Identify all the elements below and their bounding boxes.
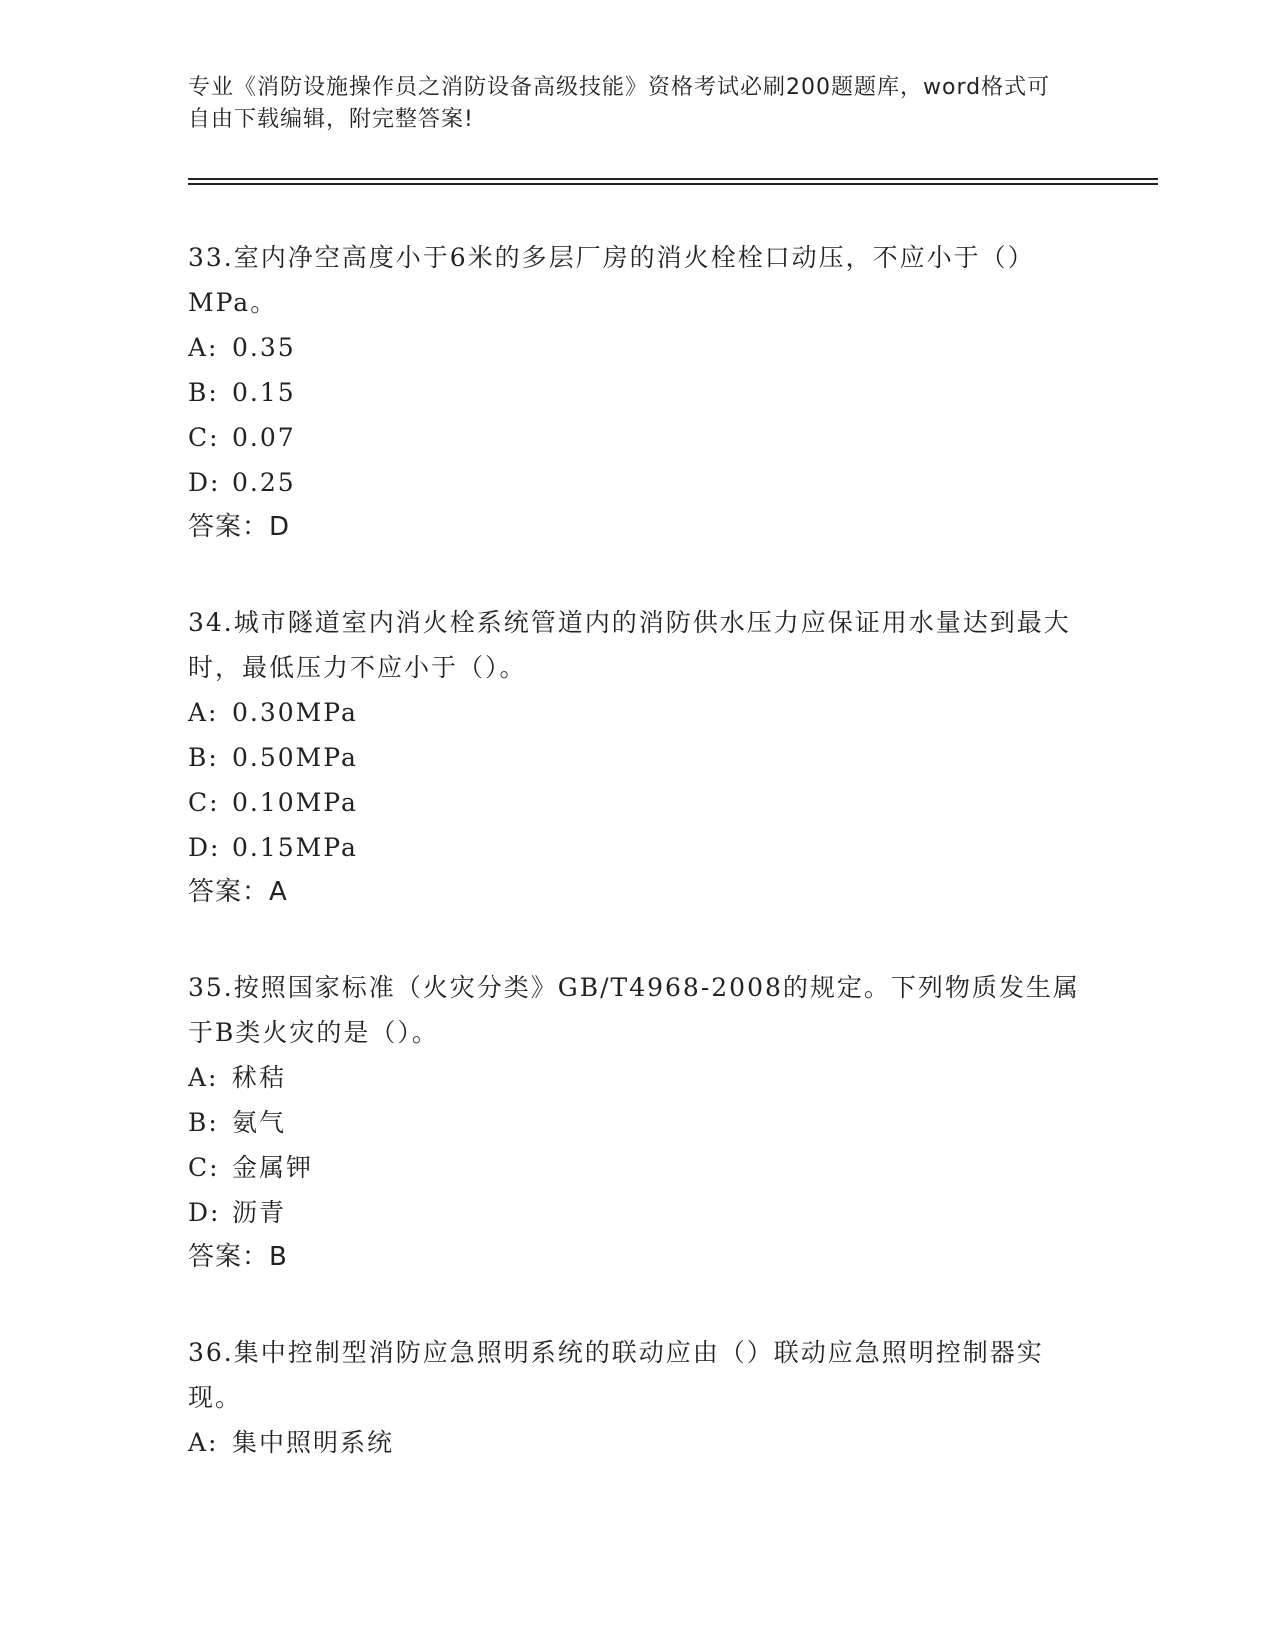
option-letter: B: [188, 743, 219, 772]
option-letter: B: [188, 1108, 219, 1137]
option-text: 沥青 [232, 1198, 287, 1227]
option-letter: D: [188, 1198, 221, 1227]
answer: 答案：D [188, 512, 291, 542]
option-letter: B: [188, 378, 219, 407]
question-34 [188, 600, 1088, 915]
option-text: 氨气 [232, 1108, 287, 1137]
option-text: 0.07 [232, 423, 296, 452]
option-text: 0.15 [232, 378, 296, 407]
question-stem: 35.按照国家标准（火灾分类》GB/T4968-2008的规定。下列物质发生属于B类火灾的是（）。 [188, 973, 1080, 1047]
option-letter: D: [188, 468, 221, 497]
option-b [188, 370, 1088, 415]
option-b [188, 735, 1088, 780]
option-d [188, 460, 1088, 505]
option-text: 0.35 [232, 333, 296, 362]
option-b [188, 1100, 1088, 1145]
option-text: 金属钾 [232, 1153, 314, 1182]
option-letter: A: [188, 698, 219, 727]
option-d [188, 825, 1088, 870]
option-letter: A: [188, 333, 219, 362]
header-divider-top [188, 178, 1158, 180]
answer: 答案：B [188, 1242, 288, 1272]
option-text: 0.10MPa [232, 788, 358, 817]
option-text: 秫秸 [232, 1063, 287, 1092]
option-a [188, 1420, 1088, 1465]
question-stem: 36.集中控制型消防应急照明系统的联动应由（）联动应急照明控制器实现。 [188, 1338, 1044, 1412]
header-divider-bottom [188, 183, 1158, 185]
option-text: 0.15MPa [232, 833, 358, 862]
option-text: 0.25 [232, 468, 296, 497]
option-letter: C: [188, 788, 220, 817]
option-d [188, 1190, 1088, 1235]
question-35 [188, 965, 1088, 1280]
option-c [188, 1145, 1088, 1190]
option-c [188, 780, 1088, 825]
option-a [188, 690, 1088, 735]
question-36 [188, 1330, 1088, 1465]
option-letter: A: [188, 1428, 219, 1457]
option-letter: D: [188, 833, 221, 862]
option-letter: A: [188, 1063, 219, 1092]
option-a [188, 325, 1088, 370]
question-33 [188, 235, 1088, 550]
option-text: 0.50MPa [232, 743, 358, 772]
option-letter: C: [188, 1153, 220, 1182]
option-text: 0.30MPa [232, 698, 358, 727]
document-header: 专业《消防设施操作员之消防设备高级技能》资格考试必刷200题题库，word格式可自由下载编辑，附完整答案! [188, 75, 1051, 132]
answer: 答案：A [188, 877, 288, 907]
question-stem: 33.室内净空高度小于6米的多层厂房的消火栓栓口动压，不应小于（）MPa。 [188, 243, 1035, 317]
option-c [188, 415, 1088, 460]
option-letter: C: [188, 423, 220, 452]
question-stem: 34.城市隧道室内消火栓系统管道内的消防供水压力应保证用水量达到最大时，最低压力不应小于（）。 [188, 608, 1071, 682]
option-a [188, 1055, 1088, 1100]
option-text: 集中照明系统 [232, 1428, 395, 1457]
